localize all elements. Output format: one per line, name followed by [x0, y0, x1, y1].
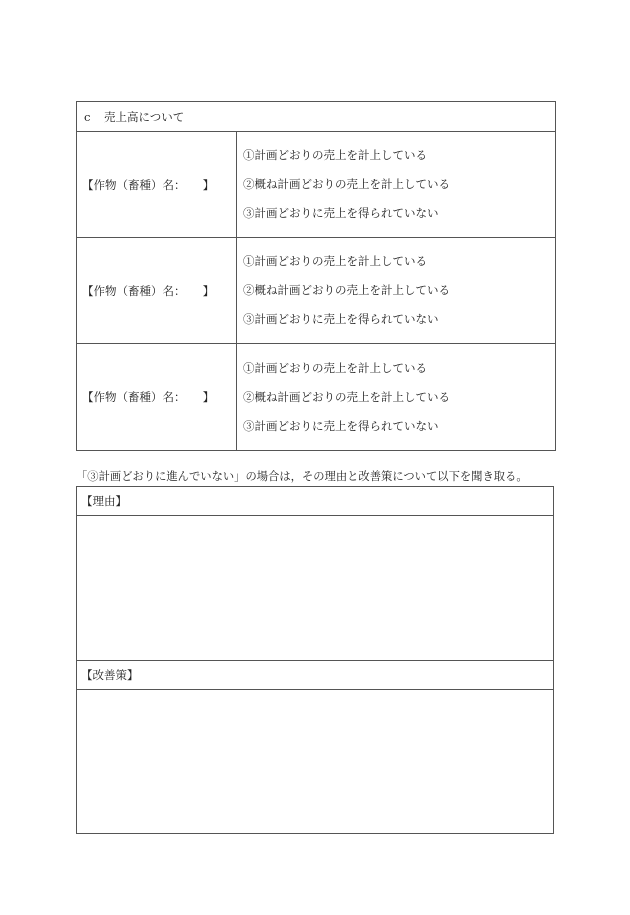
section-letter: c [84, 109, 91, 124]
reason-label: 【理由】 [77, 487, 553, 516]
option-mostly-on-plan[interactable]: ②概ね計画どおりの売上を計上している [243, 283, 450, 297]
option-mostly-on-plan[interactable]: ②概ね計画どおりの売上を計上している [243, 389, 450, 404]
crop-name-field[interactable]: 【作物（畜種）名： 】 [77, 344, 237, 450]
reason-field[interactable] [77, 516, 553, 661]
improvement-label: 【改善策】 [77, 661, 553, 690]
option-below-plan[interactable]: ③計画どおりに売上を得られていない [243, 206, 439, 220]
answer-table [76, 486, 554, 834]
crop-row [77, 344, 555, 450]
sales-status-options [237, 132, 555, 237]
option-below-plan[interactable]: ③計画どおりに売上を得られていない [243, 418, 439, 433]
option-mostly-on-plan[interactable]: ②概ね計画どおりの売上を計上している [243, 177, 450, 191]
sales-table [76, 101, 556, 451]
option-on-plan[interactable]: ①計画どおりの売上を計上している [243, 148, 427, 162]
crop-name-field[interactable]: 【作物（畜種）名： 】 [77, 132, 237, 237]
crop-name-field[interactable]: 【作物（畜種）名： 】 [77, 238, 237, 343]
sales-section-header [77, 102, 555, 132]
option-below-plan[interactable]: ③計画どおりに売上を得られていない [243, 312, 439, 326]
sales-status-options [237, 238, 555, 343]
improvement-field[interactable] [77, 690, 553, 833]
instruction-text: 「③計画どおりに進んでいない」の場合は，その理由と改善策について以下を聞き取る。 [76, 470, 528, 483]
crop-row [77, 132, 555, 238]
option-on-plan[interactable]: ①計画どおりの売上を計上している [243, 360, 427, 375]
option-on-plan[interactable]: ①計画どおりの売上を計上している [243, 254, 427, 268]
sales-status-options [237, 344, 555, 450]
crop-row [77, 238, 555, 344]
section-title: 売上高について [104, 109, 185, 124]
